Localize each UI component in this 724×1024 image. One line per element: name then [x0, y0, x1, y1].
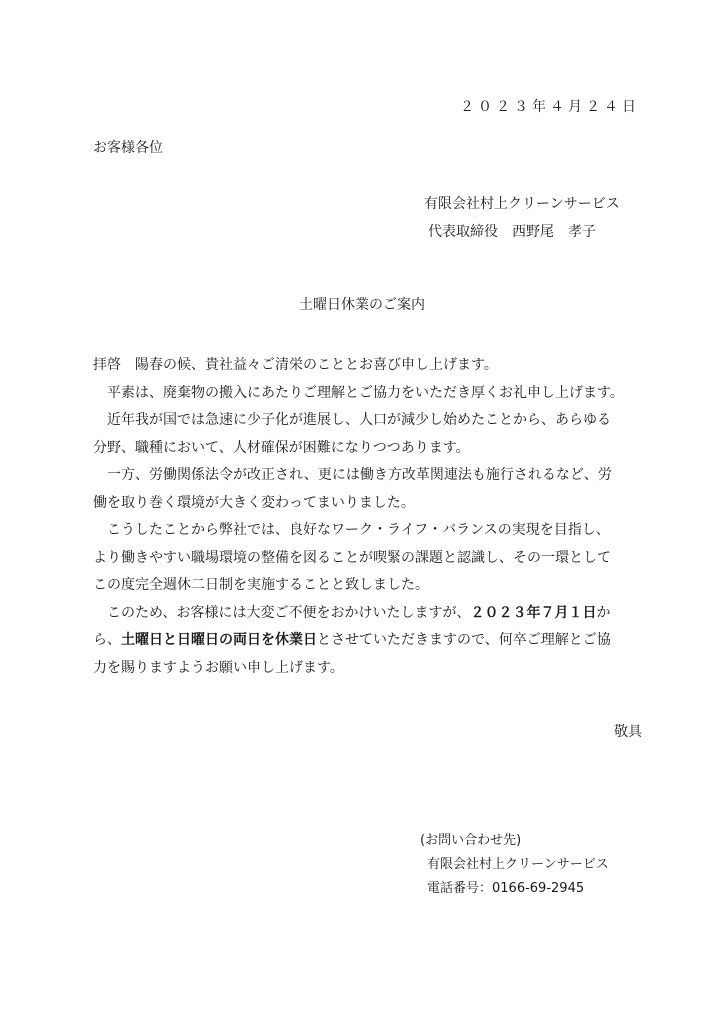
paragraph-4-line-2: より働きやすい職場環境の整備を図ることが喫緊の課題と認識し、その一環として [93, 549, 611, 566]
greeting-line: 拝啓 陽春の候、貴社益々ご清栄のこととお喜び申し上げます。 [93, 357, 498, 373]
closing-remark: 敬具 [614, 724, 642, 740]
sender-company: 有限会社村上クリーンサービス [424, 196, 620, 212]
document-title: 土曜日休業のご案内 [299, 297, 425, 313]
paragraph-3-line-1: 一方、労働関係法令が改正され、更には働き方改革関連法も施行されるなど、労 [107, 467, 612, 483]
paragraph-2 [93, 407, 638, 462]
contact-heading: (お問い合わせ先) [420, 833, 522, 848]
paragraph-5-text-a: このため、お客様には大変ご不便をおかけいたしますが、 [107, 604, 471, 621]
contact-phone [420, 877, 609, 901]
paragraph-2-line-1: 近年我が国では急速に少子化が進展し、人口が減少し始めたことから、あらゆる [107, 412, 611, 428]
paragraph-4-line-1: こうしたことから弊社では、良好なワーク・ライフ・バランスの実現を目指し、 [107, 522, 610, 538]
contact-block [420, 829, 609, 901]
sender-representative: 代表取締役 西野尾 孝子 [428, 224, 596, 240]
paragraph-5-text-f: とさせていただきますので、何卒ご理解とご協 [317, 632, 611, 648]
paragraph-5-line-2 [93, 627, 638, 655]
recipient: お客様各位 [93, 140, 163, 156]
paragraph-5-text-d: ら、 [93, 632, 121, 648]
letter-body [93, 352, 638, 682]
paragraph-5 [93, 600, 638, 683]
paragraph-4-line-3: この度完全週休二日制を実施することと致しました。 [93, 577, 429, 593]
greeting [93, 352, 638, 380]
phone-label: 電話番号： [427, 881, 493, 896]
paragraph-5-text-c: か [596, 604, 611, 621]
paragraph-1-line-1: 平素は、廃棄物の搬入にあたりご理解とご協力をいただき厚くお礼申し上げます。 [107, 384, 624, 401]
paragraph-3 [93, 462, 638, 517]
document-date: ２０２３年４月２４日 [460, 99, 640, 115]
paragraph-5-line-3: 力を賜りますようお願い申し上げます。 [93, 659, 344, 676]
paragraph-5-line-1 [93, 600, 638, 628]
closed-days: 土曜日と日曜日の両日を休業日 [121, 632, 317, 648]
phone-number: 0166-69-2945 [492, 881, 585, 896]
effective-date: ２０２３年７月１日 [470, 604, 597, 621]
contact-company: 有限会社村上クリーンサービス [427, 857, 609, 872]
paragraph-1 [93, 380, 638, 408]
paragraph-2-line-2: 分野、職種において、人材確保が困難になりつつあります。 [93, 439, 470, 456]
sender-block [424, 190, 620, 246]
paragraph-3-line-2: 働を取り巻く環境が大きく変わってまいりました。 [93, 494, 415, 511]
paragraph-4 [93, 517, 638, 600]
